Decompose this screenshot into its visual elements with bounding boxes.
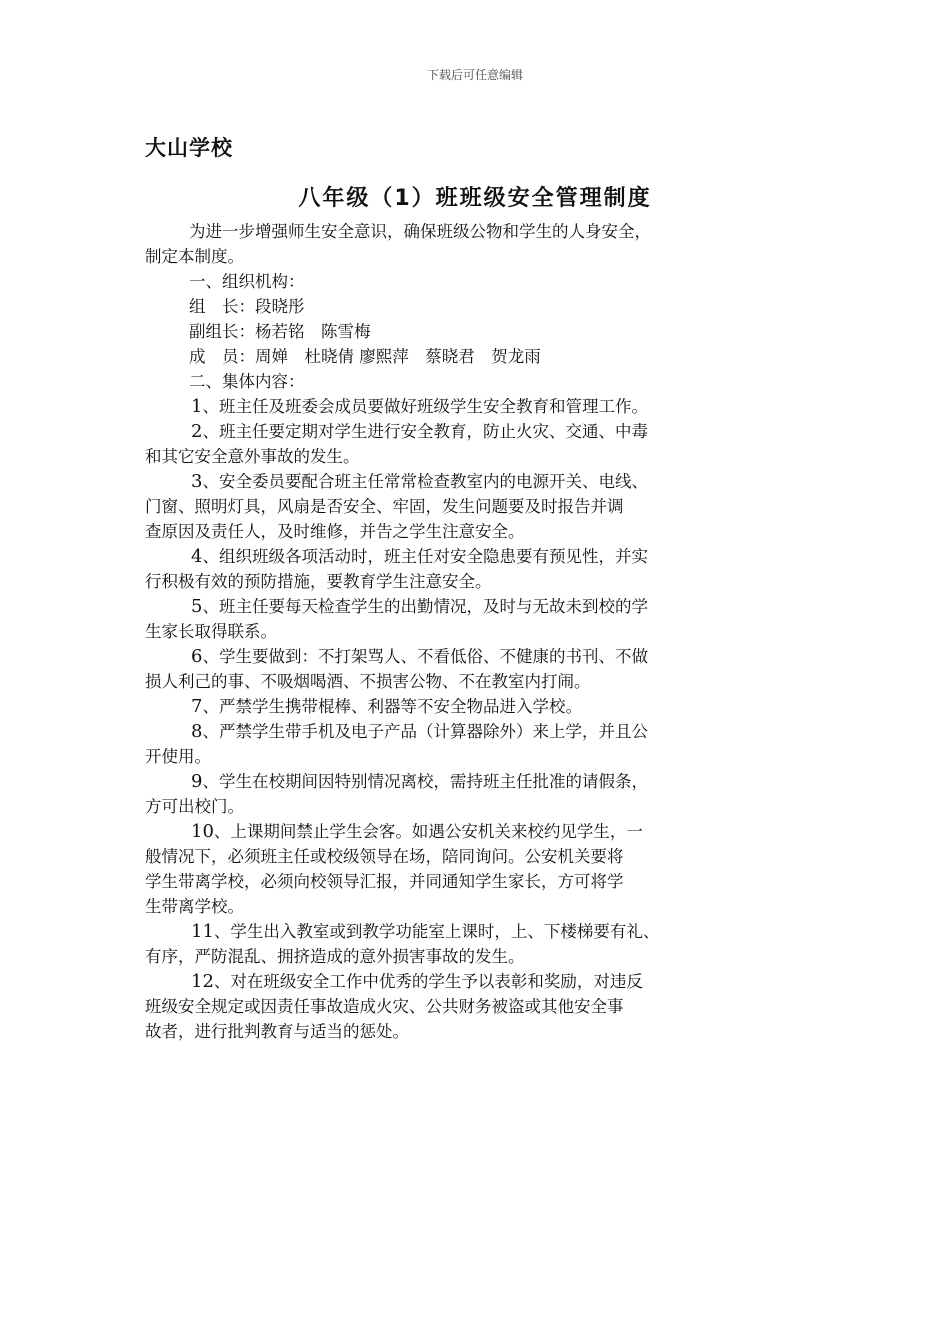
intro-line: 为进一步增强师生安全意识，确保班级公物和学生的人身安全， <box>189 222 651 241</box>
rule-text: 、班主任要定期对学生进行安全教育，防止火灾、交通、中毒 <box>202 422 648 441</box>
intro-line: 制定本制度。 <box>145 247 244 266</box>
rule-number: 12 <box>191 971 214 992</box>
rule-line <box>145 619 813 644</box>
document-body <box>145 219 813 1044</box>
rule-line <box>145 794 813 819</box>
rule-line <box>145 1019 813 1044</box>
rule-line <box>145 494 813 519</box>
rule-line <box>145 969 813 994</box>
rule-number: 11 <box>191 921 214 942</box>
rule-text: 、学生在校期间因特别情况离校，需持班主任批准的请假条， <box>202 772 648 791</box>
rule-line <box>145 594 813 619</box>
rule-text: 方可出校门。 <box>145 797 244 816</box>
rule-line <box>145 394 813 419</box>
rule-line <box>145 944 813 969</box>
rule-line <box>145 719 813 744</box>
rule-text: 学生带离学校，必须向校领导汇报，并同通知学生家长，方可将学 <box>145 872 624 891</box>
rule-text: 班级安全规定或因责任事故造成火灾、公共财务被盗或其他安全事 <box>145 997 624 1016</box>
rule-number: 7 <box>191 696 203 717</box>
rule-text: 生家长取得联系。 <box>145 622 277 641</box>
rule-text: 、上课期间禁止学生会客。如遇公安机关来校约见学生，一 <box>213 822 643 841</box>
rule-text: 、学生要做到：不打架骂人、不看低俗、不健康的书刊、不做 <box>202 647 648 666</box>
rule-line <box>145 994 813 1019</box>
rule-text: 开使用。 <box>145 747 211 766</box>
rule-line <box>145 844 813 869</box>
rule-line <box>145 894 813 919</box>
rule-line <box>145 519 813 544</box>
rule-line <box>145 694 813 719</box>
rule-line <box>145 644 813 669</box>
rule-line <box>145 869 813 894</box>
vice-leader-line: 副组长：杨若铭 陈雪梅 <box>189 322 371 341</box>
rule-line <box>145 444 813 469</box>
rule-line <box>145 744 813 769</box>
rule-number: 6 <box>191 646 203 667</box>
rule-text: 行积极有效的预防措施，要教育学生注意安全。 <box>145 572 492 591</box>
rule-text: 有序，严防混乱、拥挤造成的意外损害事故的发生。 <box>145 947 525 966</box>
section-heading: 一、组织机构： <box>189 272 305 291</box>
rule-number: 10 <box>191 821 214 842</box>
rule-text: 、组织班级各项活动时，班主任对安全隐患要有预见性，并实 <box>202 547 648 566</box>
rule-text: 、学生出入教室或到教学功能室上课时，上、下楼梯要有礼、 <box>213 922 660 941</box>
rule-line <box>145 569 813 594</box>
rule-line <box>145 669 813 694</box>
rule-number: 2 <box>191 421 203 442</box>
school-name: 大山学校 <box>145 136 233 160</box>
rule-text: 般情况下，必须班主任或校级领导在场，陪同询问。公安机关要将 <box>145 847 624 866</box>
rule-text: 查原因及责任人，及时维修，并告之学生注意安全。 <box>145 522 525 541</box>
rule-text: 损人利己的事、不吸烟喝酒、不损害公物、不在教室内打闹。 <box>145 672 591 691</box>
rule-text: 和其它安全意外事故的发生。 <box>145 447 360 466</box>
header-note: 下载后可任意编辑 <box>426 68 523 82</box>
rule-text: 门窗、照明灯具，风扇是否安全、牢固，发生问题要及时报告并调 <box>145 497 624 516</box>
rule-line <box>145 769 813 794</box>
rule-line <box>145 419 813 444</box>
rule-line <box>145 919 813 944</box>
rule-line <box>145 819 813 844</box>
rule-text: 、严禁学生带手机及电子产品（计算器除外）来上学，并且公 <box>202 722 648 741</box>
rule-text: 、对在班级安全工作中优秀的学生予以表彰和奖励，对违反 <box>213 972 643 991</box>
rule-text: 、班主任要每天检查学生的出勤情况，及时与无故未到校的学 <box>202 597 648 616</box>
rule-text: 故者，进行批判教育与适当的惩处。 <box>145 1022 409 1041</box>
rule-text: 、安全委员要配合班主任常常检查教室内的电源开关、电线、 <box>202 472 648 491</box>
rule-number: 8 <box>191 721 203 742</box>
rule-text: 生带离学校。 <box>145 897 244 916</box>
rule-number: 9 <box>191 771 203 792</box>
rule-number: 1 <box>191 396 203 417</box>
section-heading: 二、集体内容： <box>189 372 305 391</box>
rule-number: 5 <box>191 596 203 617</box>
rule-line <box>145 544 813 569</box>
rule-text: 、严禁学生携带棍棒、利器等不安全物品进入学校。 <box>202 697 582 716</box>
rule-number: 4 <box>191 546 203 567</box>
rule-text: 、班主任及班委会成员要做好班级学生安全教育和管理工作。 <box>202 397 648 416</box>
document-title: 八年级（1）班班级安全管理制度 <box>298 186 652 211</box>
members-line: 成 员：周婵 杜晓倩 廖熙萍 蔡晓君 贺龙雨 <box>189 347 541 366</box>
leader-line: 组 长：段晓彤 <box>189 297 305 316</box>
rule-line <box>145 469 813 494</box>
rules-list <box>145 394 813 1044</box>
rule-number: 3 <box>191 471 203 492</box>
